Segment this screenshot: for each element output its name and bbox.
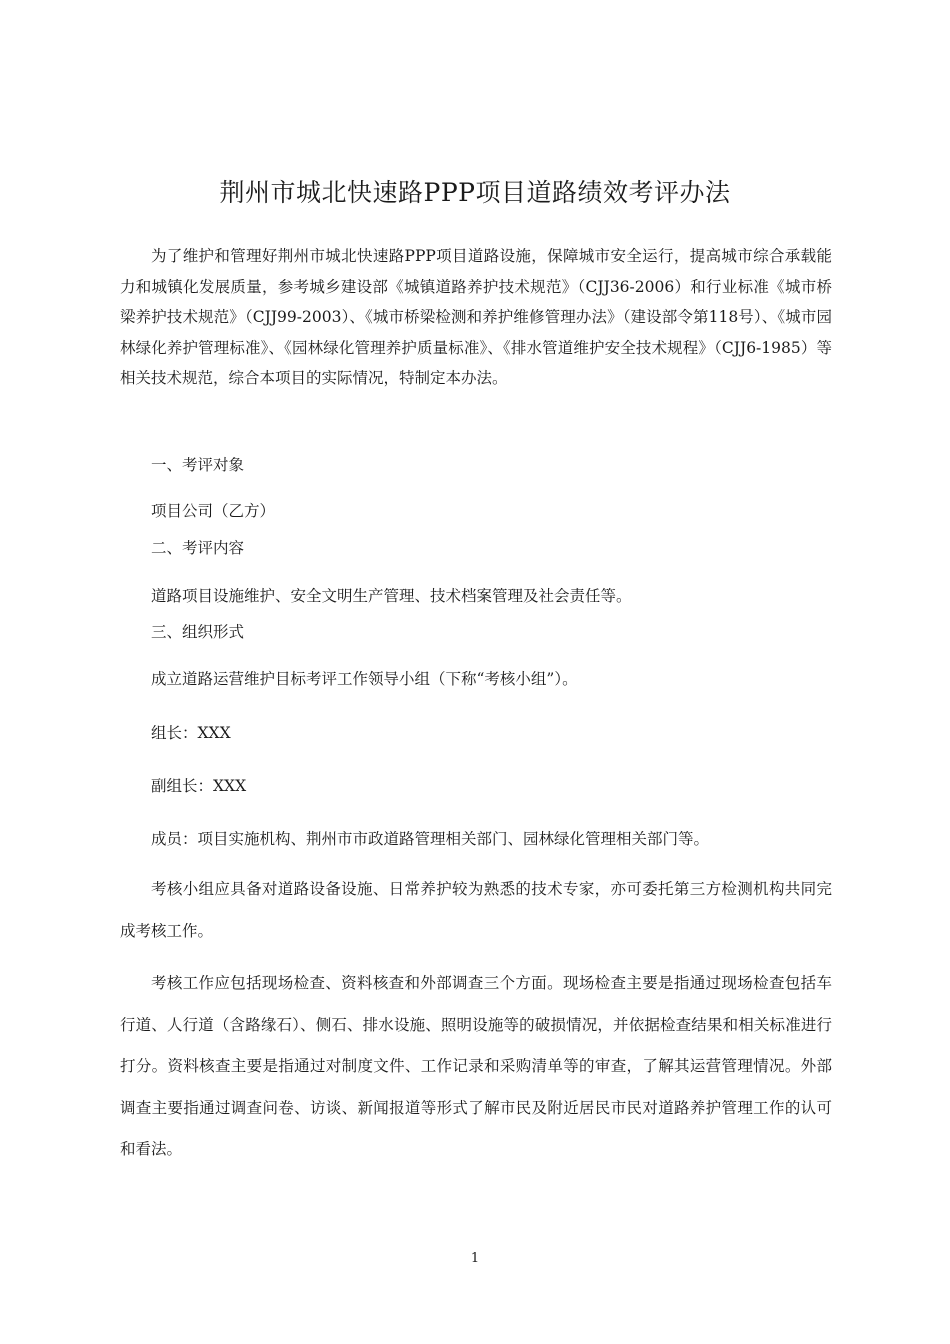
section-1-heading: 一、考评对象 bbox=[151, 456, 245, 474]
experts-paragraph: 考核小组应具备对道路设备设施、日常养护较为熟悉的技术专家，亦可委托第三方检测机构共同完成考核工作。 bbox=[120, 880, 832, 940]
section-2-text: 道路项目设施维护、安全文明生产管理、技术档案管理及社会责任等。 bbox=[151, 587, 632, 605]
group-leader: 组长：XXX bbox=[151, 724, 231, 742]
page-number: 1 bbox=[470, 1251, 480, 1266]
section-3-text: 成立道路运营维护目标考评工作领导小组（下称“考核小组”）。 bbox=[151, 670, 578, 688]
document-title: 荆州市城北快速路PPP项目道路绩效考评办法 bbox=[219, 178, 731, 207]
assessment-work-paragraph: 考核工作应包括现场检查、资料核查和外部调查三个方面。现场检查主要是指通过现场检查包括车行道、人行道（含路缘石）、侧石、排水设施、照明设施等的破损情况，并依据检查结果和相关标准进行打分。资料核查主要是指通过对制度文件、工作记录和采购清单等的审查，了解其运营管理情况。外部调查主要指通过调查问卷、访谈、新闻报道等形式了解市民及附近居民市民对道路养护管理工作的认可和看法。 bbox=[120, 974, 832, 1158]
section-1-text: 项目公司（乙方） bbox=[151, 502, 276, 520]
section-2-heading: 二、考评内容 bbox=[151, 539, 245, 557]
group-deputy-leader: 副组长：XXX bbox=[151, 777, 247, 795]
intro-paragraph: 为了维护和管理好荆州市城北快速路PPP项目道路设施，保障城市安全运行，提高城市综合承载能力和城镇化发展质量，参考城乡建设部《城镇道路养护技术规范》（CJJ36-2006）和行业标准《城市桥梁养护技术规范》（CJJ99-2003）、《城市桥梁检测和养护维修管理办法》（建设部令第118号）、《城市园林绿化养护管理标准》、《园林绿化管理养护质量标准》、《排水管道维护安全技术规程》（CJJ6-1985）等相关技术规范，综合本项目的实际情况，特制定本办法。 bbox=[120, 247, 832, 387]
group-members: 成员：项目实施机构、荆州市市政道路管理相关部门、园林绿化管理相关部门等。 bbox=[151, 830, 710, 848]
section-3-heading: 三、组织形式 bbox=[151, 623, 245, 641]
